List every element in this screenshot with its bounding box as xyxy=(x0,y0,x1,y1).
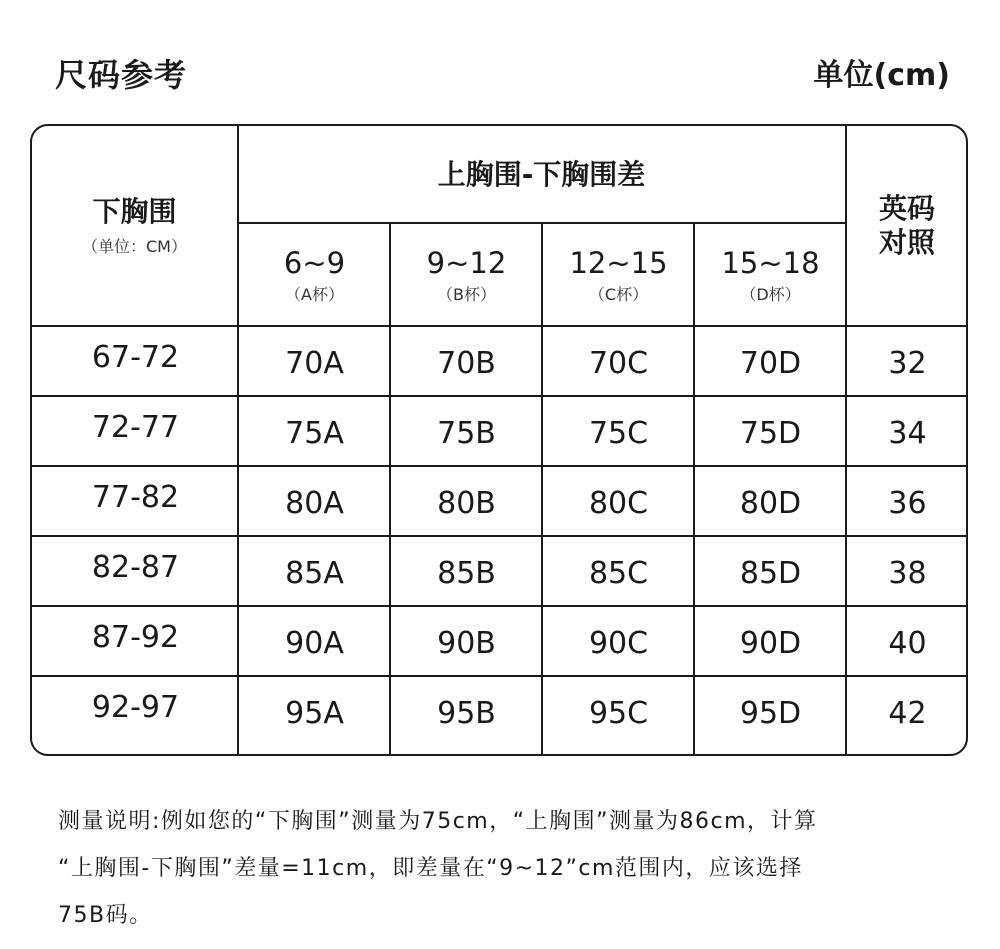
grid-line xyxy=(32,395,968,397)
size-code: 80A xyxy=(285,486,344,521)
cup-range: 6~9 xyxy=(283,245,346,280)
diff-header xyxy=(238,126,845,223)
note-line: 75B码。 xyxy=(58,903,153,928)
grid-line xyxy=(32,535,968,537)
grid-line xyxy=(238,222,846,224)
uk-size-header xyxy=(846,126,968,326)
size-code: 70C xyxy=(588,346,649,381)
size-code: 70A xyxy=(285,346,344,381)
uk-size: 34 xyxy=(888,416,927,451)
size-code: 70B xyxy=(437,346,496,381)
underbust-range: 92-97 xyxy=(91,690,180,725)
underbust-range: 77-82 xyxy=(91,480,180,515)
size-code: 75A xyxy=(285,416,344,451)
cup-header xyxy=(695,224,846,326)
size-code: 85D xyxy=(739,556,802,591)
grid-line xyxy=(32,675,968,677)
size-code: 90B xyxy=(437,626,496,661)
size-code: 85C xyxy=(588,556,649,591)
underbust-header-unit: （单位：CM） xyxy=(82,237,187,257)
page-title: 尺码参考 xyxy=(55,56,188,94)
cup-range: 15~18 xyxy=(721,245,820,280)
cup-label: （B杯） xyxy=(437,284,496,304)
underbust-header xyxy=(32,126,237,326)
note-line: 测量说明:例如您的“下胸围”测量为75cm，“上胸围”测量为86cm，计算 xyxy=(58,809,818,834)
cup-header xyxy=(543,224,694,326)
grid-line xyxy=(32,605,968,607)
underbust-range: 87-92 xyxy=(91,620,180,655)
size-code: 95B xyxy=(437,696,496,731)
unit-label: 单位(cm) xyxy=(813,58,950,93)
uk-size: 42 xyxy=(888,696,927,731)
cup-label: （C杯） xyxy=(588,284,649,304)
size-code: 80D xyxy=(739,486,802,521)
size-code: 90A xyxy=(285,626,344,661)
uk-size: 40 xyxy=(888,626,927,661)
size-code: 95A xyxy=(285,696,344,731)
size-table xyxy=(30,124,968,756)
uk-size: 32 xyxy=(888,346,927,381)
size-code: 75D xyxy=(739,416,802,451)
size-code: 85B xyxy=(437,556,496,591)
grid-line xyxy=(237,126,239,756)
size-code: 80B xyxy=(437,486,496,521)
cup-header xyxy=(239,224,390,326)
uk-size-header-line1: 英码 xyxy=(878,192,935,226)
size-code: 75C xyxy=(588,416,649,451)
cup-label: （A杯） xyxy=(285,284,344,304)
size-code: 80C xyxy=(588,486,649,521)
cup-label: （D杯） xyxy=(740,284,801,304)
note-line: “上胸围-下胸围”差量=11cm，即差量在“9~12”cm范围内，应该选择 xyxy=(58,856,803,881)
underbust-range: 72-77 xyxy=(91,410,180,445)
grid-line xyxy=(32,465,968,467)
size-code: 70D xyxy=(739,346,802,381)
size-code: 95C xyxy=(588,696,649,731)
size-code: 95D xyxy=(739,696,802,731)
grid-line xyxy=(32,325,968,327)
underbust-range: 82-87 xyxy=(91,550,180,585)
size-code: 85A xyxy=(285,556,344,591)
size-code: 90D xyxy=(739,626,802,661)
uk-size-header-line2: 对照 xyxy=(878,226,935,259)
uk-size: 36 xyxy=(888,486,927,521)
cup-header xyxy=(391,224,542,326)
underbust-range: 67-72 xyxy=(91,340,180,375)
size-code: 75B xyxy=(437,416,496,451)
cup-range: 12~15 xyxy=(569,245,668,280)
cup-range: 9~12 xyxy=(426,245,507,280)
diff-header-title: 上胸围-下胸围差 xyxy=(437,157,646,191)
measurement-note xyxy=(58,798,958,939)
underbust-header-title: 下胸围 xyxy=(92,194,177,228)
grid-line xyxy=(845,126,847,756)
size-code: 90C xyxy=(588,626,649,661)
uk-size: 38 xyxy=(888,556,927,591)
